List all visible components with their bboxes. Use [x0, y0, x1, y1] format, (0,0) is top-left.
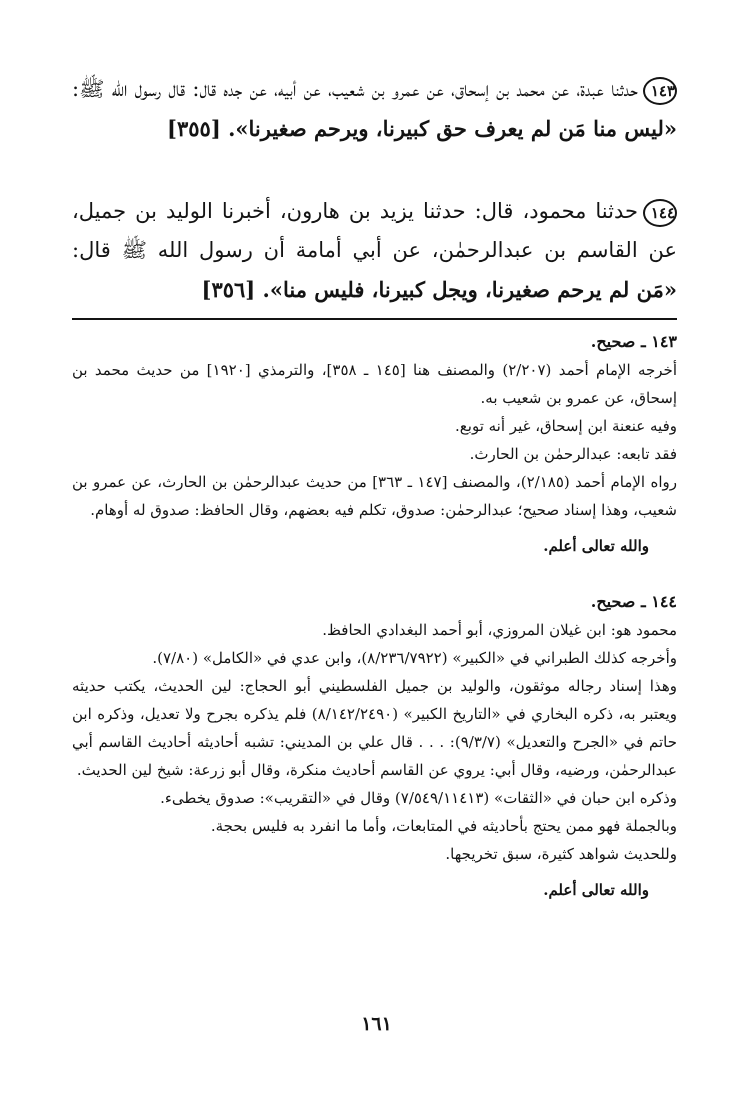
footnote-paragraph: رواه الإمام أحمد (٢/١٨٥)، والمصنف [١٤٧ ـ ٣٦٣] من حديث عبدالرحمٰن بن الحارث، عن عمرو بن شعيب، وهذا إسناد صحيح؛ عبدالرحمٰن: صدوق، تكلم فيه بعضهم، وقال الحافظ: صدوق له أوهام. — [72, 473, 677, 519]
footnote-heading: ١٤٣ ـ صحيح. — [590, 332, 677, 351]
page-number: ١٦١ — [361, 1013, 392, 1035]
hadith-number-badge: ١٤٤ — [643, 199, 677, 227]
footnote-heading: ١٤٤ ـ صحيح. — [590, 592, 677, 611]
footnote-divider — [72, 318, 677, 320]
footnote-paragraph: وذكره ابن حبان في «الثقات» (٧/٥٤٩/١١٤١٣) وقال في «التقريب»: صدوق يخطىء. — [160, 789, 677, 807]
footnote-paragraph: وللحديث شواهد كثيرة، سبق تخريجها. — [445, 845, 677, 863]
footnote-paragraph: وأخرجه كذلك الطبراني في «الكبير» (٨/٢٣٦/٧٩٢٢)، وابن عدي في «الكامل» (٧/٨٠). — [152, 649, 677, 667]
hadith-matn-text: «مَن لم يرحم صغيرنا، ويجل كبيرنا، فليس منا» — [269, 277, 677, 302]
hadith-number-badge: ١٤٣ — [643, 77, 677, 105]
footnote-paragraph: وبالجملة فهو ممن يحتج بأحاديثه في المتابعات، وأما ما انفرد به فليس بحجة. — [210, 817, 677, 835]
footnote-paragraph: وفيه عنعنة ابن إسحاق، غير أنه توبع. — [455, 417, 677, 435]
hadith-chain-text: حدثنا محمود، قال: حدثنا يزيد بن هارون، أخبرنا الوليد بن جميل، عن القاسم بن عبدالرحمٰن، عن أبي أمامة أن رسول الله ﷺ قال: — [72, 199, 677, 262]
footnote-143 — [72, 328, 677, 560]
hadith-reference: . [٣٥٦] — [201, 277, 270, 302]
footnote-paragraph: أخرجه الإمام أحمد (٢/٢٠٧) والمصنف هنا [١٤٥ ـ ٣٥٨]، والترمذي [١٩٢٠] من حديث محمد بن إسحاق، عن عمرو بن شعيب به. — [72, 361, 677, 407]
hadith-reference: . [٣٥٥] — [167, 116, 236, 141]
footnote-paragraph: محمود هو: ابن غيلان المروزي، أبو أحمد البغدادي الحافظ. — [322, 621, 677, 639]
footnote-paragraph: فقد تابعه: عبدالرحمٰن بن الحارث. — [469, 445, 677, 463]
footnote-closing: والله تعالى أعلم. — [543, 881, 649, 899]
footnote-closing: والله تعالى أعلم. — [543, 537, 649, 555]
hadith-143 — [72, 70, 677, 149]
hadith-matn-text: «ليس منا مَن لم يعرف حق كبيرنا، ويرحم صغيرنا» — [235, 116, 677, 141]
hadith-chain-text: حدثنا عبدة، عن محمد بن إسحاق، عن عمرو بن شعيب، عن أبيه، عن جده قال: قال رسول الله ﷺ: — [72, 77, 638, 101]
footnote-paragraph: وهذا إسناد رجاله موثقون، والوليد بن جميل الفلسطيني أبو الحجاج: لين الحديث، يكتب حديثه ويعتبر به، ذكره البخاري في «التاريخ الكبير» (٨/١٤٢/٢٤٩٠) فلم يذكره بجرح ولا تعديل، وذكره ابن حاتم في «الجرح والتعديل» (٩/٣/٧): . . . قال علي بن المديني: تشبه أحاديثه أحاديث القاسم أبي عبدالرحمٰن، ورضيه، وقال أبي: يروي عن القاسم أحاديث منكرة، وقال أبو زرعة: شيخ لين الحديث. — [72, 677, 678, 779]
footnote-144 — [72, 588, 677, 904]
hadith-144 — [72, 192, 677, 310]
